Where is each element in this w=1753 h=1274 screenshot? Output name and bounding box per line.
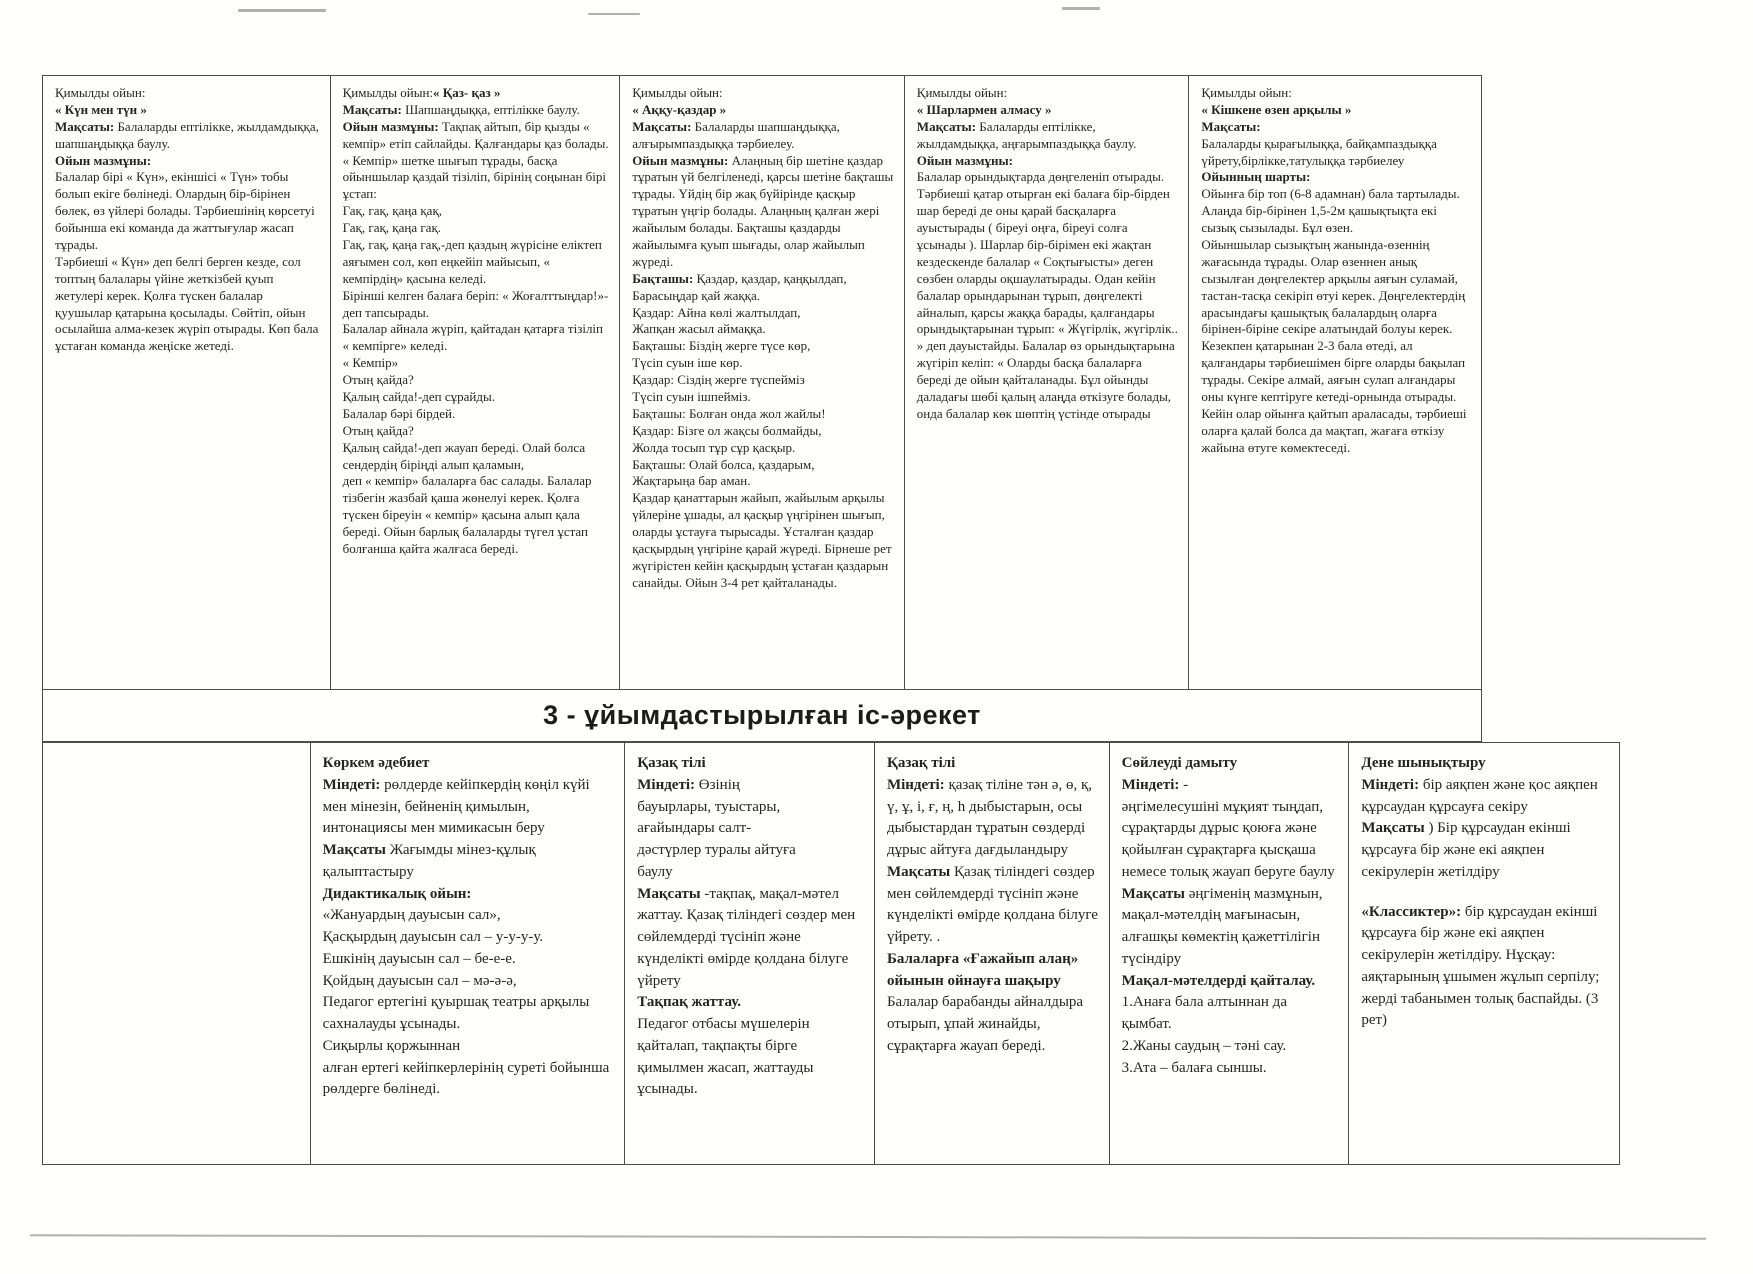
scan-artifact — [1062, 7, 1100, 10]
text-line: « Аққу-қаздар » — [632, 101, 727, 117]
subject-column-korkem-adebiet — [311, 743, 626, 1164]
text-line: баулу — [637, 863, 673, 880]
text-line: « Кішкене өзен арқылы » — [1201, 101, 1352, 117]
text-line: 2.Жаны саудың – тәні сау. — [1121, 1037, 1287, 1054]
game-column-sharlarmen-almasu — [905, 76, 1190, 689]
games-table — [42, 75, 1482, 690]
text-line: Қаздар: Бізге ол жақсы болмайды, — [632, 422, 822, 438]
text-line: Барасыңдар қай жаққа. — [632, 287, 760, 303]
text-line: Қаздар: Сіздің жерге түспейміз — [632, 372, 805, 388]
section-header-band — [42, 690, 1482, 742]
text-line: Мақсаты: Балаларды шапшаңдыққа, алғырымпаздыққа тәрбиелеу. — [632, 118, 840, 151]
text-line — [1361, 884, 1610, 902]
scan-artifact — [588, 13, 640, 15]
scan-edge-line — [30, 1234, 1706, 1240]
text-line: Балалар барабанды айналдыра отырып, ұпай жинайды, сұрақтарға жауап береді. — [886, 994, 1084, 1054]
text-line: Міндеті: Өзінің — [637, 776, 740, 793]
text-line: Гақ, гақ, қаңа гақ. — [342, 220, 442, 236]
text-line: Көркем әдебиет — [322, 755, 430, 771]
text-line: « Күн мен түн » — [55, 101, 147, 117]
text-line: Ойын мазмұны: Алаңның бір шетіне қаздар тұратын үй белгіленеді, қарсы шетіне бақташы тұрады. Үйдің бір жақ бүйірінде қасқыр тұратын үңгір болады. Алаңның қалған жері жайылым болады. Бақташы қаздарды жайылымға қуып шығады, олар жайылып жүреді. — [632, 152, 894, 269]
text-line: Ешкінің дауысын сал – бе-е-е. — [322, 950, 516, 967]
text-line: « Кемпір» — [342, 355, 399, 371]
text-line: Түсіп суын іше көр. — [632, 355, 743, 371]
text-line: Қалың сайда!-деп жауап береді. Олай болса сендердің біріңді алып қаламын, — [342, 439, 586, 472]
text-line: Мақал-мәтелдерді қайталау. — [1121, 972, 1316, 989]
text-line: Қасқырдың дауысын сал – у-у-у-у. — [322, 929, 544, 945]
subject-column-qazaq-tili-1 — [625, 743, 875, 1164]
text-line: Балаларға «Ғажайып алаң» ойынын ойнауға шақыру — [886, 950, 1079, 989]
scan-artifact — [238, 9, 326, 12]
text-line: Бақташы: Олай болса, қаздарым, — [632, 456, 815, 472]
text-line: Дене шынықтыру — [1361, 755, 1486, 771]
text-line: Балалар айнала жүріп, қайтадан қатарға тізіліп « кемпірге» келеді. — [342, 321, 603, 354]
game-column-qaz-qaz — [331, 76, 621, 689]
text-line: Ойын мазмұны: Тақпақ айтып, бір қызды « кемпір» етіп сайлайды. Қалғандары қаз болады. « Кемпір» шетке шығып тұрады, басқа ойыншылар қаздай тізіліп, бірінің соңынан бірі ұстап: — [342, 118, 609, 202]
text-line: Балалар бәрі бірдей. — [342, 405, 456, 421]
text-line: Дидактикалық ойын: — [322, 885, 472, 902]
text-line: «Классиктер»: бір құрсаудан екінші құрсауға бір және екі аяқпен секірулерін жетілдіру. Нұсқау: аяқтарының ұшымен жұлып серпілу; жерді табанымен толық баспайды. (3 рет) — [1361, 903, 1600, 1029]
text-line: Ойын мазмұны: — [916, 152, 1013, 168]
text-line: Қаздар: Айна көлі жалтылдап, — [632, 304, 801, 320]
text-line: Қимылды ойын: — [632, 85, 723, 100]
text-line: Бақташы: Болған онда жол жайлы! — [632, 405, 826, 421]
text-line: Отың қайда? — [342, 372, 414, 388]
text-line: Мақсаты ) Бір құрсаудан екінші құрсауға бір және екі аяқпен секірулерін жетілдіру — [1361, 820, 1571, 880]
text-line: Жапқан жасыл аймаққа. — [632, 321, 766, 337]
text-line: Міндеті: бір аяқпен және қос аяқпен құрсаудан құрсауға секіру — [1361, 776, 1598, 815]
subject-column-qazaq-tili-2 — [875, 743, 1110, 1164]
text-line: Мақсаты -тақпақ, мақал-мәтел жаттау. Қазақ тіліндегі сөздер мен сөйлемдерді түсініп және күнделікті өмірде қолдана білуге үйрету — [637, 885, 856, 989]
subject-column-dene-shynyqtyru — [1349, 743, 1619, 1164]
text-line: Гақ, гақ, қаңа қақ, — [342, 203, 443, 219]
activities-table — [42, 742, 1620, 1165]
text-line: Қимылды ойын: — [916, 85, 1008, 100]
text-line: Мақсаты Жағымды мінез-құлық қалыптастыру — [322, 842, 536, 880]
text-line: Мақсаты: — [1201, 118, 1261, 134]
text-line: ағайындары салт- — [637, 820, 752, 837]
text-line: 1.Анаға бала алтыннан да қымбат. — [1121, 994, 1287, 1032]
text-line: Қимылды ойын:« Қаз- қаз » — [342, 85, 501, 100]
text-line: «Жануардың дауысын сал», — [322, 907, 501, 924]
text-line: Қаздар қанаттарын жайып, жайылым арқылы үйлеріне ұшады, ал қасқыр үңгірінен шығып, оларды ұстауға тырысады. Ұсталған қаздар қасқырдың үңгіріне қарай жүреді. Бірнеше рет жүгірістен кейін қасқырдың ұстаған қаздарын санайды. Ойын 3-4 рет қайталанады. — [632, 490, 892, 590]
text-line: Қазақ тілі — [886, 755, 956, 771]
text-line: Сөйлеуді дамыту — [1121, 755, 1238, 771]
text-line: Ойынның шарты: — [1201, 169, 1311, 185]
text-line: Қойдың дауысын сал – мә-ә-ә, — [322, 972, 517, 989]
text-line: 3.Ата – балаға сыншы. — [1121, 1059, 1267, 1076]
empty-cell — [43, 743, 311, 1164]
text-line: дәстүрлер туралы айтуға — [637, 842, 796, 858]
text-line: Мақсаты: Балаларды ептілікке, жылдамдыққа, аңғарымпаздыққа баулу. — [916, 118, 1137, 151]
text-line: Қалың сайда!-деп сұрайды. — [342, 389, 495, 405]
text-line: Мақсаты: Шапшаңдыққа, ептілікке баулу. — [342, 101, 580, 117]
text-line: Ойынға бір топ (6-8 адамнан) бала тартылады. Алаңда бір-бірінен 1,5-2м қашықтықта екі сызық сызылады. Бұл өзен. — [1201, 186, 1460, 236]
text-line: Қимылды ойын: — [1201, 85, 1292, 100]
text-line: алған ертегі кейіпкерлерінің суреті бойынша рөлдерге бөлінеді. — [322, 1059, 610, 1098]
text-line: Мақсаты: Балаларды ептілікке, жылдамдыққа, шапшаңдыққа баулу. — [55, 118, 319, 151]
section-title: 3 - ұйымдастырылған іс-әрекет — [543, 700, 981, 730]
text-line: Балалар бірі « Күн», екіншісі « Түн» тобы болып екіге бөлінеді. Олардың бір-бірінен бөлек, өз үйлері болады. Тәрбиешінің көрсетуі бойынша екі команда да жаттығулар жасап тұрады. — [55, 169, 315, 253]
game-column-aqqu-qazdar — [620, 76, 905, 689]
game-column-kun-men-tun — [43, 76, 331, 689]
subject-column-soyleudi-damytu — [1110, 743, 1350, 1164]
text-line: Жақтарыңа бар аман. — [632, 473, 751, 489]
text-line: Педагог ертегіні қуыршақ театры арқылы сахналауды ұсынады. — [322, 994, 590, 1032]
text-line: Жолда тосып тұр сұр қасқыр. — [632, 439, 796, 455]
text-line: Гақ, гақ, қаңа гақ,-деп қаздың жүрісіне еліктеп аяғымен сол, көп еңкейіп майысып, « кемпірдің» қасына келеді. — [342, 237, 602, 286]
text-line: бауырлары, туыстары, — [637, 798, 781, 815]
text-line: Мақсаты Қазақ тіліндегі сөздер мен сөйлемдерді түсініп және күнделікті өмірде қолдана білуге үйрету. . — [886, 863, 1098, 945]
text-line: Міндеті: - — [1121, 776, 1189, 793]
game-column-kishkene-ozen — [1189, 76, 1481, 689]
text-line: Түсіп суын ішпейміз. — [632, 389, 751, 405]
text-line: әңгімелесушіні мұқият тыңдап, сұрақтарды дұрыс қоюға және қойылған сұрақтарға қысқаша немесе толық жауап беруге баулу — [1121, 798, 1335, 880]
text-line: Балаларды қырағылыққа, байқампаздыққа үйрету,бірлікке,татулыққа тәрбиелеу — [1201, 135, 1437, 168]
text-line: Тәрбиеші « Күн» деп белгі берген кезде, сол топтың балалары үйіне жеткізбей қуып жетулері керек. Қолға түскен балалар қуушылар қатарына қосылады. Сөйтіп, ойын осылайша алма-кезек жүріп отырады. Көп бала ұстаған команда жеңіске жетеді. — [55, 253, 319, 354]
text-line: Міндеті: рөлдерде кейіпкердің көңіл күйі мен мінезін, бейненің қимылын, интонациясы мен мимикасын беру — [322, 776, 590, 837]
text-line: Отың қайда? — [342, 422, 414, 438]
text-line: Тақпақ жаттау. — [637, 994, 741, 1011]
text-line: Міндеті: қазақ тіліне тән ә, ө, қ, ү, ұ, і, ғ, ң, h дыбыстарын, осы дыбыстардан тұратын сөздерді дұрыс айтуға дағдыландыру — [886, 776, 1092, 858]
text-line: Қимылды ойын: — [55, 85, 146, 100]
text-line: « Шарлармен алмасу » — [916, 101, 1052, 117]
text-line: Бірінші келген балаға беріп: « Жоғалттыңдар!»-деп тапсырады. — [342, 287, 609, 320]
text-line: деп « кемпір» балаларға бас салады. Балалар тізбегін жазбай қаша жөнелуі керек. Қолға түскен біреуін « кемпір» қасына алып қала береді. Ойын барлық балаларды түгел ұстап болғанша қайта жалғаса береді. — [342, 473, 592, 557]
text-line: Бақташы: Қаздар, қаздар, қаңқылдап, — [632, 270, 847, 286]
text-line: Бақташы: Біздің жерге түсе көр, — [632, 338, 811, 354]
text-line: Сиқырлы қоржыннан — [322, 1037, 461, 1054]
text-line: Ойыншылар сызықтың жанында-өзеннің жағасында тұрады. Олар өзеннен анық сызылған дөңгелектер арқылы аяғын суламай, тастан-тасқа секіріп өтуі керек. Дөңгелектердің арасындағы қашықтық балалардың оларға бірінен-біріне секіре алатындай болуы керек. Кезекпен қатарынан 2-3 бала өтеді, ал қалғандары тәрбиешімен бірге оларды бақылап тұрады. Секіре алмай, аяғын сулап алғандары оны күнге кептіруге кетеді-орнында отырады. Кейін олар ойынға қайтып араласады, тәрбиеші оларға қалай болса да мақтап, жағаға өткізу жайына өтуге көмектеседі. — [1201, 237, 1467, 455]
text-line: Мақсаты әңгіменің мазмұнын, мақал-мәтелдің мағынасын, алғашқы көмектің қажеттілігін түсіндіру — [1121, 885, 1323, 967]
text-line: Қазақ тілі — [637, 755, 706, 771]
text-line: Ойын мазмұны: — [55, 152, 152, 168]
text-line: Педагог отбасы мүшелерін қайталап, тақпақты бірге қимылмен жасап, жаттауды ұсынады. — [637, 1016, 814, 1098]
text-line: Балалар орындықтарда дөңгеленіп отырады. Тәрбиеші қатар отырған екі балаға бір-бірден шар береді де оны қарай басқаларға ауыстырады ( біреуі оңға, біреуі солға ұсынады ). Шарлар бір-бірімен екі жақтан кездескенде балалар « Соқтығысты» деген сөзбен оларды оқшаулатырады. Одан кейін балалар орындарынан тұрып, дөңгелекті айналып, қарсы жаққа барады, қалғандары орындықтарынан тұрып: « Жүгірлік, жүгірлік.. » деп дауыстайды. Балалар өз орындықтарына жүгіріп келіп: « Оларды басқа балаларға береді де ойын қайталанады. Бұл ойынды даладағы шөбі қалың алаңда өткізуге болады, онда балалар көк шөптің үстінде отырады — [916, 169, 1178, 421]
